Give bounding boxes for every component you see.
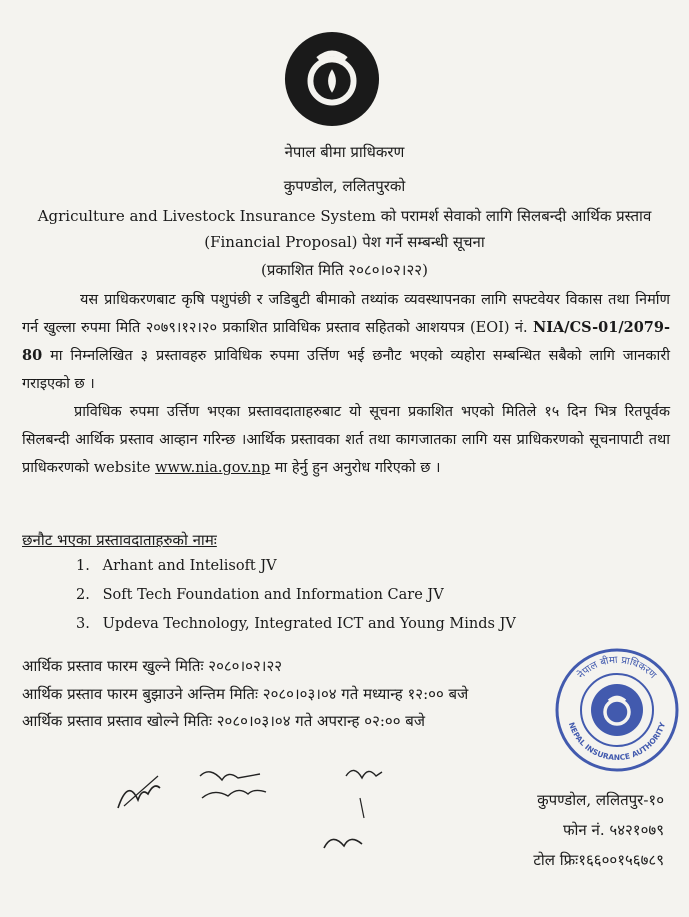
list-item-name: Updeva Technology, Integrated ICT and Young Minds JV bbox=[102, 616, 516, 632]
svg-text:NEPAL INSURANCE AUTHORITY: NEPAL INSURANCE AUTHORITY bbox=[566, 721, 668, 763]
svg-text:नेपाल बीमा प्राधिकरण: नेपाल बीमा प्राधिकरण bbox=[575, 654, 659, 682]
list-item-name: Arhant and Intelisoft JV bbox=[102, 558, 277, 574]
date-submit-deadline: आर्थिक प्रस्ताव फारम बुझाउने अन्तिम मितिः २०८०।०३।०४ गते मध्यान्ह १२:०० बजे bbox=[22, 685, 469, 703]
para2-text-a: प्राविधिक रुपमा उर्त्तिण भएका प्रस्तावदाताहरुबाट यो सूचना प्रकाशित भएको मितिले १५ दिन भित्र रितपूर्वक सिलबन्दी आर्थिक प्रस्ताव आव्हान गरिन्छ ।आर्थिक प्रस्तावका शर्त तथा कागजातका लागि यस प्राधिकरणको सूचनापाटी तथा प्राधिकरणको website bbox=[22, 404, 670, 476]
official-stamp-icon bbox=[552, 645, 682, 775]
paragraph-2 bbox=[22, 398, 670, 482]
subject-np: को परामर्श सेवाको लागि सिलबन्दी आर्थिक प्रस्ताव bbox=[380, 207, 652, 225]
paragraph-1 bbox=[22, 286, 670, 398]
para1-text-a: यस प्राधिकरणबाट कृषि पशुपंछी र जडिबुटी बीमाको तथ्यांक व्यवस्थापनका लागि सफ्टवेयर विकास तथा निर्माण गर्न खुल्ला रुपमा मिति २०७९।१२।२० प्रकाशित प्राविधिक प्रस्ताव सहितको आशयपत्र (EOI) नं. bbox=[22, 292, 670, 336]
list-item-number: 3. bbox=[76, 616, 90, 632]
para1-text-b: मा निम्नलिखित ३ प्रस्तावहरु प्राविधिक रुपमा उर्त्तिण भई छनौट भएको व्यहोरा सम्बन्धित सबैको लागि जानकारी गराइएको छ । bbox=[22, 348, 670, 392]
nia-logo-icon bbox=[283, 30, 381, 128]
para2-text-b: मा हेर्नु हुन अनुरोध गरिएको छ । bbox=[274, 460, 441, 476]
selected-heading: छनौट भएका प्रस्तावदाताहरुको नामः bbox=[22, 531, 217, 549]
signatures-icon bbox=[110, 758, 410, 878]
footer-address: कुपण्डोल, ललितपुर-१० bbox=[537, 791, 664, 809]
eoi-number: NIA/CS-01/2079-80 bbox=[22, 319, 671, 364]
subject-en: Agriculture and Livestock Insurance System bbox=[37, 207, 376, 225]
date-opening: आर्थिक प्रस्ताव प्रस्ताव खोल्ने मितिः २०८०।०३।०४ गते अपरान्ह ०२:०० बजे bbox=[22, 712, 425, 730]
list-item-name: Soft Tech Foundation and Information Care JV bbox=[102, 587, 444, 603]
list-item bbox=[76, 610, 516, 639]
list-item-number: 1. bbox=[76, 558, 90, 574]
selected-list bbox=[76, 552, 516, 639]
website-link[interactable]: www.nia.gov.np bbox=[155, 460, 271, 476]
list-item bbox=[76, 552, 516, 581]
date-open-form: आर्थिक प्रस्ताव फारम खुल्ने मितिः २०८०।०२।२२ bbox=[22, 657, 283, 675]
org-name: नेपाल बीमा प्राधिकरण bbox=[284, 143, 405, 161]
org-address: कुपण्डोल, ललितपुरको bbox=[283, 177, 406, 195]
list-item-number: 2. bbox=[76, 587, 90, 603]
footer-toll-free: टोल फ्रिः१६६००१५६७८९ bbox=[533, 851, 664, 869]
published-date: (प्रकाशित मिति २०८०।०२।२२) bbox=[261, 261, 428, 279]
subject-line bbox=[0, 206, 689, 226]
list-item bbox=[76, 581, 516, 610]
subject-line-2: (Financial Proposal) पेश गर्ने सम्बन्धी सूचना bbox=[204, 233, 485, 251]
footer-phone: फोन नं. ५४२१०७९ bbox=[562, 821, 664, 839]
